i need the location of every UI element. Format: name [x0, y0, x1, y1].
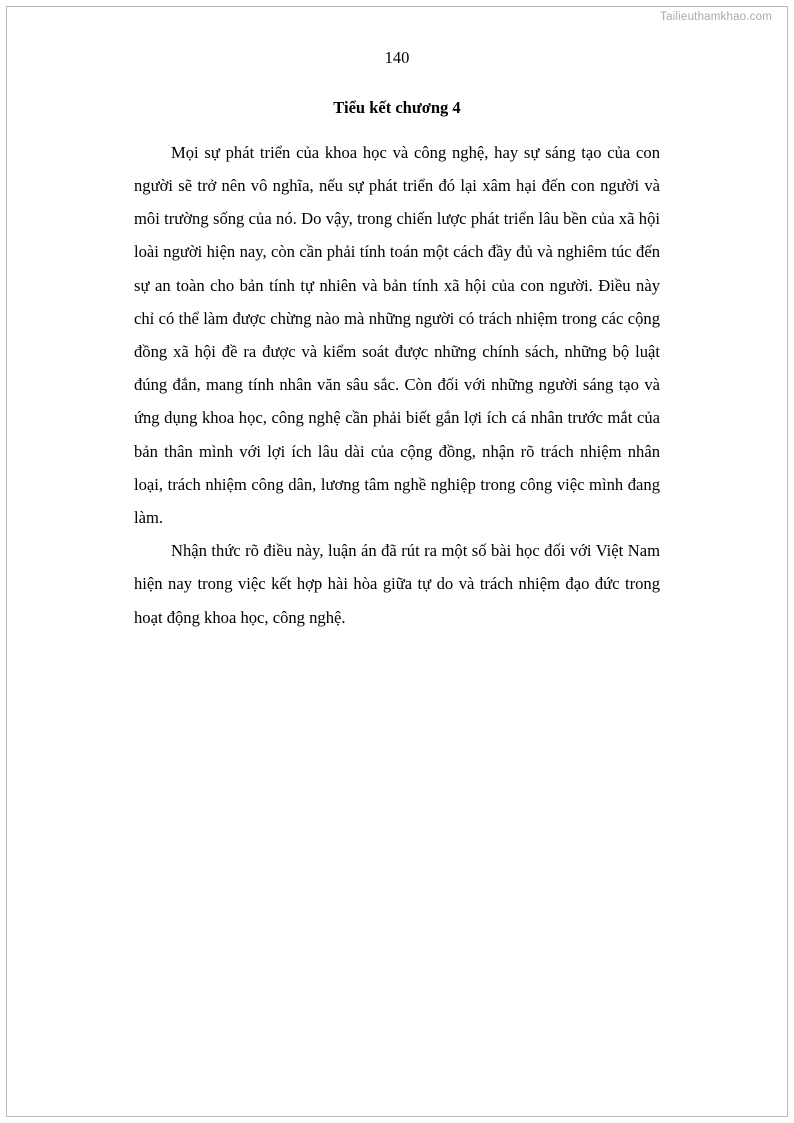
page-content — [134, 48, 660, 634]
watermark-text: Tailieuthamkhao.com — [660, 11, 772, 23]
body-paragraph: Nhận thức rõ điều này, luận án đã rút ra một số bài học đối với Việt Nam hiện nay trong việc kết hợp hài hòa giữa tự do và trách nhiệm đạo đức trong hoạt động khoa học, công nghệ. — [134, 541, 660, 627]
body-paragraph: Mọi sự phát triển của khoa học và công nghệ, hay sự sáng tạo của con người sẽ trở nên vô nghĩa, nếu sự phát triển đó lại xâm hại đến con người và môi trường sống của nó. Do vậy, trong chiến lược phát triển lâu bền của xã hội loài người hiện nay, còn cần phải tính toán một cách đầy đủ và nghiêm túc đến sự an toàn cho bản tính tự nhiên và bản tính xã hội của con người. Điều này chỉ có thể làm được chừng nào mà những người có trách nhiệm trong các cộng đồng xã hội đề ra được và kiểm soát được những chính sách, những bộ luật đúng đắn, mang tính nhân văn sâu sắc. Còn đối với những người sáng tạo và ứng dụng khoa học, công nghệ cần phải biết gắn lợi ích cá nhân trước mắt của bản thân mình với lợi ích lâu dài của cộng đồng, nhận rõ trách nhiệm nhân loại, trách nhiệm công dân, lương tâm nghề nghiệp trong công việc mình đang làm. — [134, 142, 660, 528]
page-number: 140 — [384, 48, 410, 67]
section-heading: Tiểu kết chương 4 — [333, 97, 461, 117]
